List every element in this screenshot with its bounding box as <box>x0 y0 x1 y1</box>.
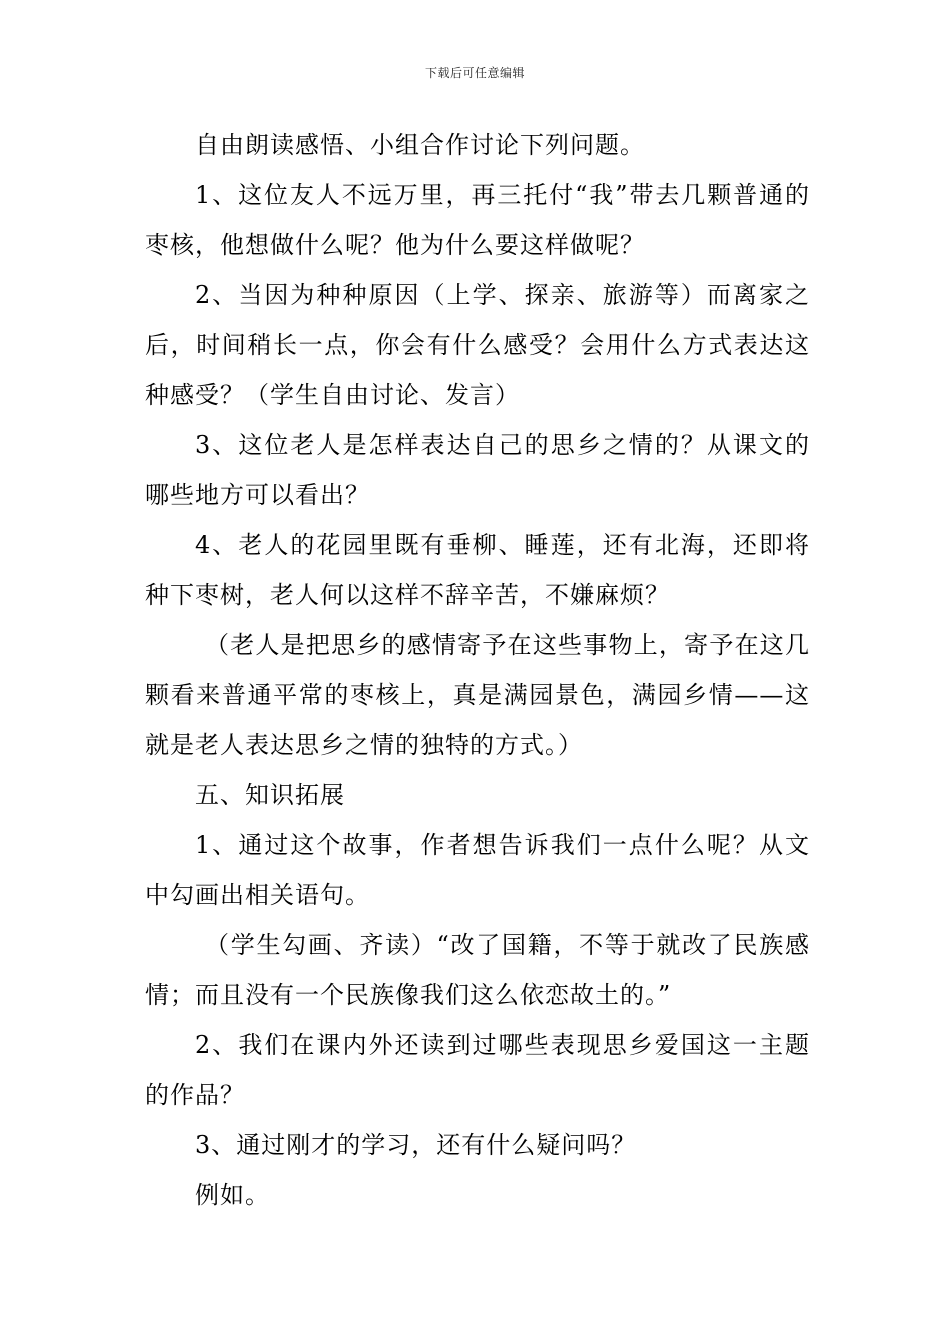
paragraph-example: 例如。 <box>195 1181 270 1209</box>
paragraph-question-2: 2、当因为种种原因（上学、探亲、旅游等）而离家之后，时间稍长一点，你会有什么感受？会用什么方式表达这种感受？（学生自由讨论、发言） <box>145 281 810 409</box>
paragraph-extension-3: 3、通过刚才的学习，还有什么疑问吗？ <box>195 1131 637 1159</box>
document-body <box>145 120 810 1220</box>
paragraph-quote: （学生勾画、齐读）“改了国籍，不等于就改了民族感情；而且没有一个民族像我们这么依恋故土的。” <box>145 931 810 1009</box>
paragraph-extension-1: 1、通过这个故事，作者想告诉我们一点什么呢？从文中勾画出相关语句。 <box>145 831 810 909</box>
page-header-note: 下载后可任意编辑 <box>424 66 525 80</box>
paragraph-question-1: 1、这位友人不远万里，再三托付“我”带去几颗普通的枣核，他想做什么呢？他为什么要这样做呢？ <box>145 181 810 259</box>
section-heading-knowledge-extension: 五、知识拓展 <box>195 781 345 809</box>
paragraph-answer-note: （老人是把思乡的感情寄予在这些事物上，寄予在这几颗看来普通平常的枣核上，真是满园景色，满园乡情——这就是老人表达思乡之情的独特的方式。） <box>145 631 810 759</box>
paragraph-question-3: 3、这位老人是怎样表达自己的思乡之情的？从课文的哪些地方可以看出？ <box>145 431 810 509</box>
paragraph-intro: 自由朗读感悟、小组合作讨论下列问题。 <box>195 131 645 159</box>
paragraph-extension-2: 2、我们在课内外还读到过哪些表现思乡爱国这一主题的作品？ <box>145 1031 810 1109</box>
paragraph-question-4: 4、老人的花园里既有垂柳、睡莲，还有北海，还即将种下枣树，老人何以这样不辞辛苦，不嫌麻烦？ <box>145 531 810 609</box>
